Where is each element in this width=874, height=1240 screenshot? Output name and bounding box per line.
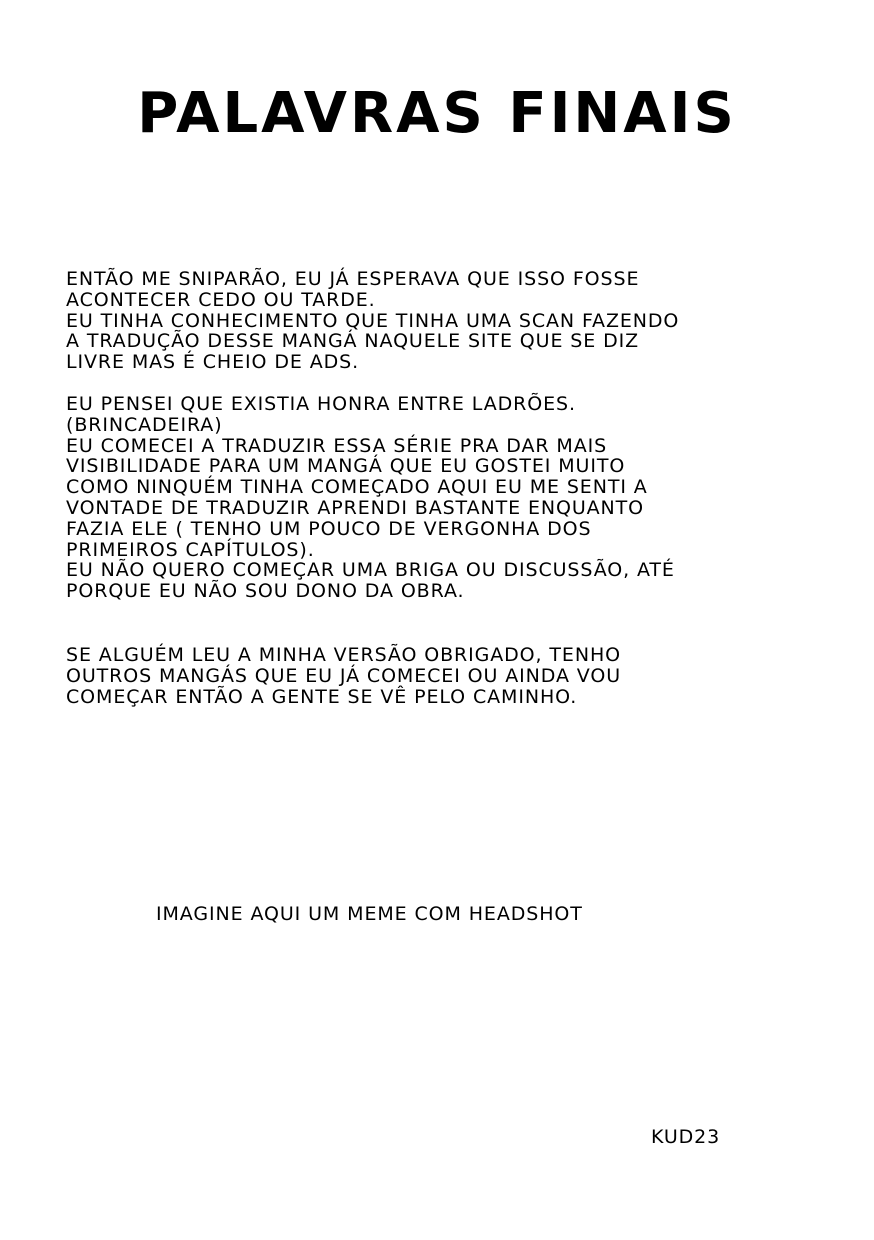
paragraph-thanks [66,645,786,707]
text-line: (BRINCADEIRA) [66,413,223,436]
paragraph-sniped [66,269,786,373]
meme-note: IMAGINE AQUI UM MEME COM HEADSHOT [156,903,583,925]
text-line: VISIBILIDADE PARA UM MANGÁ QUE EU GOSTEI MUITO [66,455,626,478]
text-line: PORQUE EU NÃO SOU DONO DA OBRA. [66,580,465,603]
text-line: EU TINHA CONHECIMENTO QUE TINHA UMA SCAN FAZENDO [66,309,680,332]
text-line: LIVRE MAS É CHEIO DE ADS. [66,351,360,374]
text-line: EU NÃO QUERO COMEÇAR UMA BRIGA OU DISCUSSÃO, ATÉ [66,559,675,582]
text-line: PRIMEIROS CAPÍTULOS). [66,538,315,561]
text-line: OUTROS MANGÁS QUE EU JÁ COMECEI OU AINDA VOU [66,664,622,687]
text-line: ACONTECER CEDO OU TARDE. [66,288,376,311]
text-line: COMO NINQUÉM TINHA COMEÇADO AQUI EU ME SENTI A [66,476,648,499]
paragraph-reasons [66,394,786,602]
text-line: ENTÃO ME SNIPARÃO, EU JÁ ESPERAVA QUE ISSO FOSSE [66,268,640,290]
text-line: EU PENSEI QUE EXISTIA HONRA ENTRE LADRÕES. [66,393,576,415]
text-line: SE ALGUÉM LEU A MINHA VERSÃO OBRIGADO, TENHO [66,644,621,666]
text-line: FAZIA ELE ( TENHO UM POUCO DE VERGONHA DOS [66,517,592,540]
text-line: A TRADUÇÃO DESSE MANGÁ NAQUELE SITE QUE SE DIZ [66,330,640,353]
text-line: COMEÇAR ENTÃO A GENTE SE VÊ PELO CAMINHO. [66,685,578,708]
text-line: VONTADE DE TRADUZIR APRENDI BASTANTE ENQUANTO [66,496,644,519]
signature: KUD23 [651,1126,721,1148]
text-line: EU COMECEI A TRADUZIR ESSA SÉRIE PRA DAR MAIS [66,434,608,457]
page-title: PALAVRAS FINAIS [137,81,737,146]
